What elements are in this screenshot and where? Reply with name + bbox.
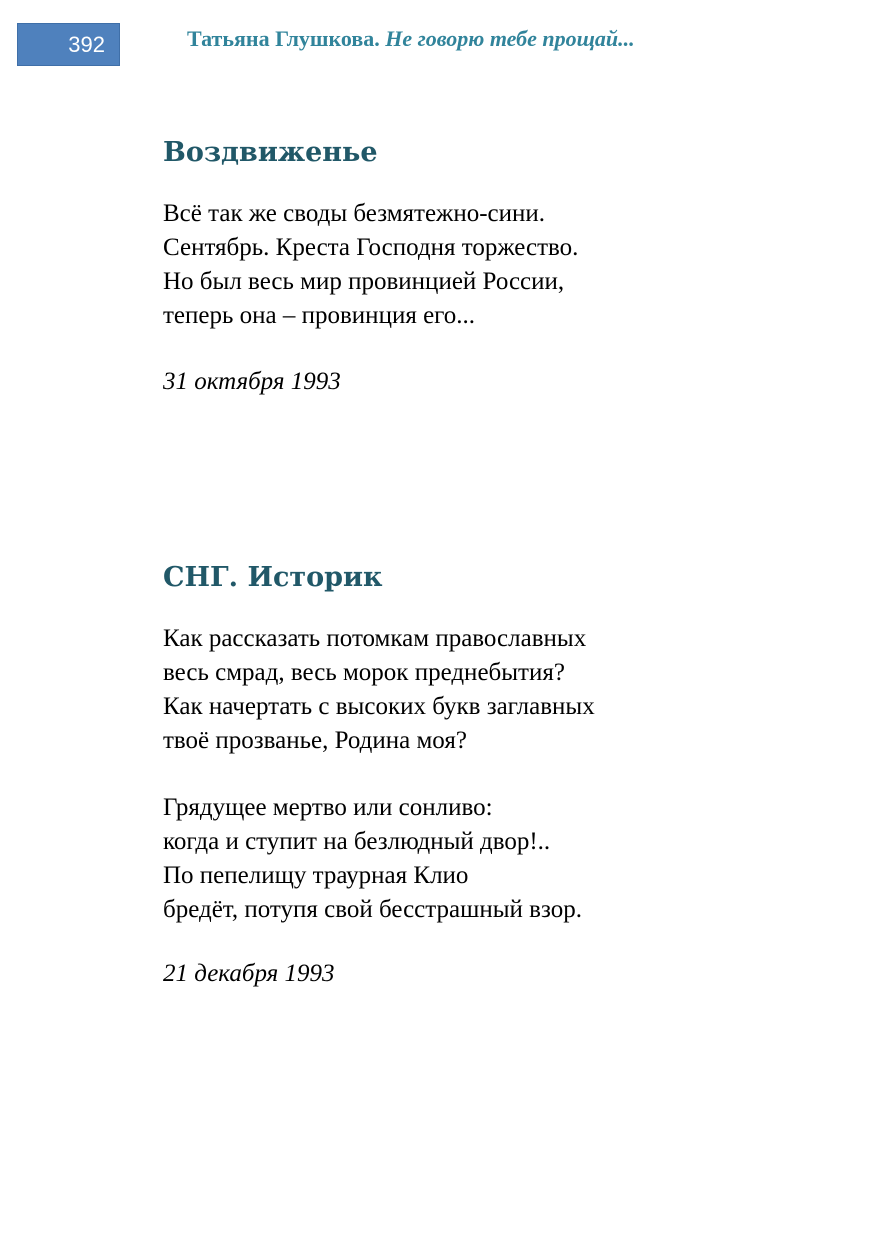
page-number-badge xyxy=(17,23,120,66)
header-author: Татьяна Глушкова. xyxy=(187,26,380,51)
poem-line: теперь она – провинция его... xyxy=(163,302,476,329)
poem-stanza xyxy=(163,622,595,758)
poem-title: СНГ. Историк xyxy=(163,562,383,593)
poem-line: Грядущее мертво или сонливо: xyxy=(163,794,493,821)
header-book-title: Не говорю тебе прощай... xyxy=(385,26,635,51)
poem-date: 31 октября 1993 xyxy=(163,368,341,395)
poem-line: твоё прозванье, Родина моя? xyxy=(163,727,467,754)
poem-line: Как начертать с высоких букв заглавных xyxy=(163,693,595,720)
poem-stanza xyxy=(163,197,578,333)
running-header xyxy=(187,25,635,53)
poem-line: Но был весь мир провинцией России, xyxy=(163,268,565,295)
poem-stanza xyxy=(163,791,582,927)
poem-title: Воздвиженье xyxy=(163,137,378,168)
poem-line: По пепелищу траурная Клио xyxy=(163,862,469,889)
poem-line: когда и ступит на безлюдный двор!.. xyxy=(163,828,551,855)
poem-line: Сентябрь. Креста Господня торжество. xyxy=(163,234,579,261)
poem-line: весь смрад, весь морок преднебытия? xyxy=(163,659,565,686)
poem-line: Как рассказать потомкам православных xyxy=(163,625,587,652)
poem-line: Всё так же своды безмятежно-сини. xyxy=(163,200,546,227)
poem-date: 21 декабря 1993 xyxy=(163,960,335,987)
poem-line: бредёт, потупя свой бесстрашный взор. xyxy=(163,896,582,923)
page-number: 392 xyxy=(68,32,105,57)
